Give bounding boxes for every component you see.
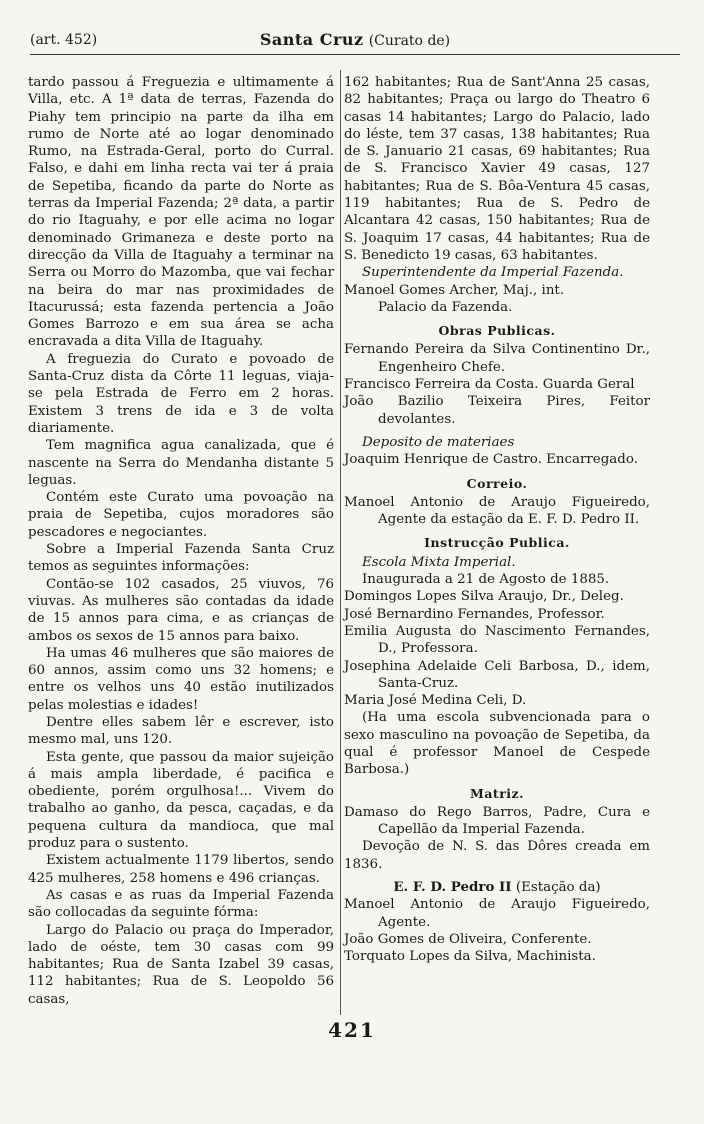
paragraph: 162 habitantes; Rua de Sant'Anna 25 casas, 82 habitantes; Praça ou largo do Theatro 6 casas 14 habitantes; Largo do Palacio, lado do léste, tem 37 casas, 138 habitantes; Rua de S. Januario 21 casas, 69 habitantes; Rua de S. Francisco Xavier 49 casas, 127 habitantes; Rua de S. Bôa-Ventura 45 casas, 119 habitantes; Rua de S. Pedro de Alcantara 42 casas, 150 habitantes; Rua de S. Joaquim 17 casas, 44 habitantes; Rua de S. Benedicto 19 casas, 63 habitantes. (344, 75, 650, 263)
entry: Palacio da Fazenda. (378, 299, 513, 315)
paragraph: Dentre elles sabem lêr e escrever, isto mesmo mal, uns 120. (28, 714, 334, 748)
entry: Damaso do Rego Barros, Padre, Cura e Capellão da Imperial Fazenda. (344, 804, 650, 838)
article-reference: (art. 452) (30, 32, 98, 48)
paragraph: A freguezia do Curato e povoado de Santa-Cruz dista da Côrte 11 leguas, viaja-se pela Estrada de Ferro em 2 horas. Existem 3 trens de ida e 3 de volta diariamente. (28, 351, 334, 436)
section-heading-escola: Escola Mixta Imperial. (362, 554, 516, 570)
paragraph: Contão-se 102 casados, 25 viuvos, 76 viuvas. As mulheres são contadas da idade de 15 annos para cima, e as crianças de ambos os sexos de 15 annos para baixo. (28, 576, 334, 644)
entry: Domingos Lopes Silva Araujo, Dr., Deleg. (344, 589, 624, 605)
entry: Fernando Pereira da Silva Continentino Dr., Engenheiro Chefe. (344, 342, 650, 375)
paragraph: As casas e as ruas da Imperial Fazenda são collocadas da seguinte fórma: (28, 887, 334, 921)
entry: Inaugurada a 21 de Agosto de 1885. (362, 572, 610, 588)
entry: Maria José Medina Celi, D. (344, 693, 527, 709)
entry: Devoção de N. S. das Dôres creada em 1836. (344, 839, 650, 872)
right-column (344, 74, 650, 966)
section-heading-efd-main: E. F. D. Pedro II (393, 879, 512, 896)
running-title-sub: (Curato de) (368, 33, 451, 49)
section-heading-obras: Obras Publicas. (438, 323, 556, 339)
entry: José Bernardino Fernandes, Professor. (344, 606, 605, 622)
running-title (30, 30, 680, 49)
entry: Manoel Antonio de Araujo Figueiredo, Agente da estação da E. F. D. Pedro II. (344, 494, 650, 528)
section-heading-deposito: Deposito de materiaes (362, 434, 515, 450)
entry: João Gomes de Oliveira, Conferente. (344, 931, 592, 947)
section-heading-efd (344, 879, 650, 896)
paragraph: Existem actualmente 1179 libertos, sendo 425 mulheres, 258 homens e 496 crianças. (28, 853, 334, 886)
header-rule (30, 54, 680, 55)
paragraph: Esta gente, que passou da maior sujeição á mais ampla liberdade, é pacifica e obediente, porém orgulhosa!... Vivem do trabalho ao ganho, da pesca, caçadas, e da pequena cultura da mandioca, que mal produz para o sustento. (28, 749, 334, 852)
note: (Ha uma escola subvencionada para o sexo masculino na povoação de Sepetiba, da qual é professor Manoel de Cespede Barbosa.) (344, 710, 650, 778)
left-column (28, 74, 334, 1008)
section-heading-matriz: Matriz. (470, 785, 524, 801)
section-heading-correio: Correio. (466, 475, 528, 491)
entry: Francisco Ferreira da Costa. Guarda Geral (344, 377, 635, 393)
paragraph: Tem magnifica agua canalizada, que é nascente na Serra do Mendanha distante 5 leguas. (28, 438, 334, 488)
paragraph: Contém este Curato uma povoação na praia de Sepetiba, cujos moradores são pescadores e negociantes. (28, 490, 334, 540)
paragraph: Largo do Palacio ou praça do Imperador, lado de oéste, tem 30 casas com 99 habitantes; Rua de Santa Izabel 39 casas, 112 habitantes; Rua de S. Leopoldo 56 casas, (28, 922, 334, 1007)
page-number: 421 (328, 1018, 376, 1042)
section-heading-superintendente: Superintendente da Imperial Fazenda. (362, 265, 624, 281)
entry: João Bazilio Teixeira Pires, Feitor devolantes. (344, 394, 650, 427)
paragraph: Ha umas 46 mulheres que são maiores de 60 annos, assim como uns 32 homens; e entre os velhos uns 40 estão inutilizados pelas molestias e idades! (28, 645, 334, 713)
paragraph: tardo passou á Freguezia e ultimamente á Villa, etc. A 1ª data de terras, Fazenda do Piahy tem principio na parte da ilha em rumo de Norte até ao logar denominado Rumo, na Estrada-Geral, porto do Curral. Falso, e dahi em linha recta vai ter á praia de Sepetiba, ficando da parte do Norte as terras da Imperial Fazenda; 2ª data, a partir do rio Itaguahy, e por elle acima no logar denominado Grimaneza e deste porto na direcção da Villa de Itaguahy a terminar na Serra ou Morro do Mazomba, que vai fechar na beira do mar nas proximidades de Itacurussá; esta fazenda pertencia a João Gomes Barrozo e em sua área se acha encravada a dita Villa de Itaguahy. (28, 75, 334, 350)
section-heading-instrucao: Instrucção Publica. (424, 535, 570, 551)
entry: Josephina Adelaide Celi Barbosa, D., idem, Santa-Cruz. (344, 658, 650, 691)
paragraph: Sobre a Imperial Fazenda Santa Cruz temos as seguintes informações: (28, 542, 334, 575)
section-heading-efd-sub: (Estação da) (515, 880, 601, 896)
entry: Manoel Gomes Archer, Maj., int. (344, 282, 565, 298)
page-header (30, 30, 680, 54)
entry: Manoel Antonio de Araujo Figueiredo, Agente. (344, 897, 650, 930)
entry: Torquato Lopes da Silva, Machinista. (344, 949, 596, 965)
entry: Joaquim Henrique de Castro. Encarregado. (344, 452, 638, 468)
column-divider (340, 70, 341, 1015)
entry: Emilia Augusta do Nascimento Fernandes, D., Professora. (344, 623, 650, 657)
running-title-main: Santa Cruz (259, 30, 364, 49)
